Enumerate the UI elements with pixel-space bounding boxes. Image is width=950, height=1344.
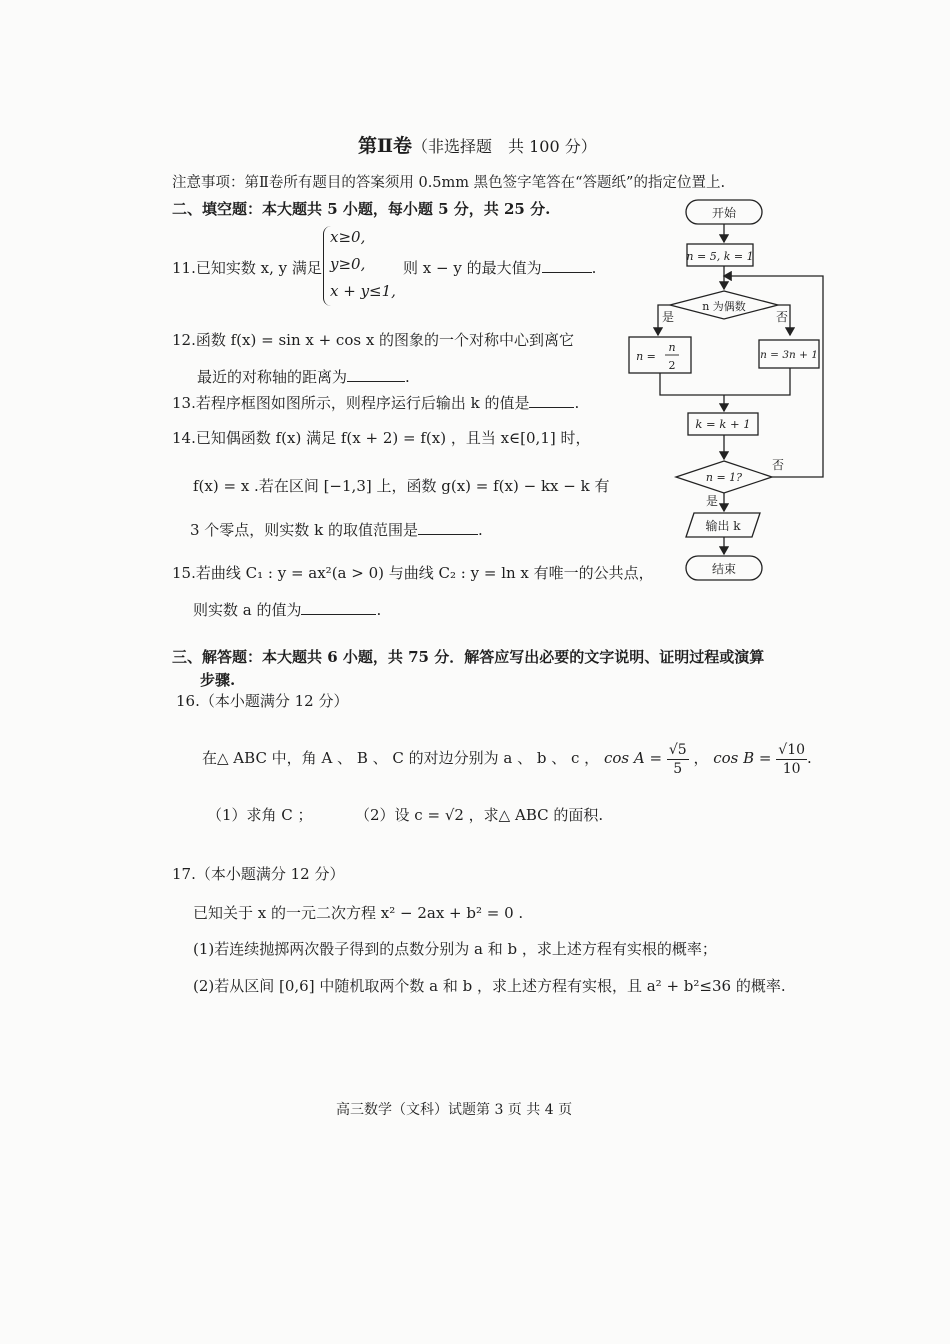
fill-in-heading: 二、填空题：本大题共 5 小题，每小题 5 分，共 25 分. xyxy=(172,200,551,218)
q16-stem-text: 在△ ABC 中，角 A 、 B 、 C 的对边分别为 a 、 b 、 c ， xyxy=(202,749,600,767)
program-flowchart xyxy=(620,195,835,590)
flow-yes1-label: 是 xyxy=(661,310,675,324)
flow-start-label: 开始 xyxy=(711,206,737,220)
q13: 13.若程序框图如图所示，则程序运行后输出 k 的值是 . xyxy=(172,394,580,412)
q14-answer-blank[interactable] xyxy=(418,520,478,535)
q14-line2: f(x) = x .若在区间 [−1,3] 上，函数 g(x) = f(x) − kx − k 有 xyxy=(193,477,610,495)
q16-part2: （2）设 c = √2 ，求△ ABC 的面积. xyxy=(355,806,604,824)
q17-part2: (2)若从区间 [0,6] 中随机取两个数 a 和 b ，求上述方程有实根，且 a² + b²≤36 的概率. xyxy=(193,977,786,995)
q15-line2: 则实数 a 的值为 . xyxy=(193,601,382,619)
section-title-sub: （非选择题 共 100 分） xyxy=(412,137,597,156)
q12-line2: 最近的对称轴的距离为 . xyxy=(197,368,410,386)
q16-cosA-num: √5 xyxy=(668,741,687,758)
q16-cosB-den: 10 xyxy=(782,760,801,777)
flow-decision1-label: n 为偶数 xyxy=(702,300,746,313)
q16-cosB-lhs: cos B = xyxy=(713,749,772,767)
q13-answer-blank[interactable] xyxy=(529,393,574,408)
q14-line3-text: 3 个零点，则实数 k 的取值范围是 xyxy=(190,521,418,539)
q16-cosA-lhs: cos A = xyxy=(603,749,663,767)
q12-answer-blank[interactable] xyxy=(347,367,405,382)
flow-decision2-label: n = 1? xyxy=(705,471,743,484)
q16-title: 16.（本小题满分 12 分） xyxy=(176,692,349,710)
q14-line3: 3 个零点，则实数 k 的取值范围是 . xyxy=(190,521,483,539)
q17-title: 17.（本小题满分 12 分） xyxy=(172,865,345,883)
q16-cosA-frac xyxy=(667,741,689,778)
flow-no2-label: 否 xyxy=(771,458,785,472)
flow-init-label: n = 5, k = 1 xyxy=(686,250,754,263)
flow-halve-den: 2 xyxy=(668,359,676,372)
q11-suffix: 则 x − y 的最大值为 . xyxy=(403,259,597,277)
q15-answer-blank[interactable] xyxy=(301,600,376,615)
q11-suffix-text: 则 x − y 的最大值为 xyxy=(403,259,542,277)
q11-constraints xyxy=(330,224,396,305)
section-title xyxy=(358,136,597,157)
q13-text: 13.若程序框图如图所示，则程序运行后输出 k 的值是 xyxy=(172,394,530,412)
q11-constraint-1: x≥0, xyxy=(330,228,366,246)
q14-line1: 14.已知偶函数 f(x) 满足 f(x + 2) = f(x) ，且当 x∈[0,1] 时， xyxy=(172,429,591,447)
q15-line2-text: 则实数 a 的值为 xyxy=(193,601,302,619)
page-footer: 高三数学（文科）试题第 3 页 共 4 页 xyxy=(336,1102,573,1118)
q17-stem: 已知关于 x 的一元二次方程 x² − 2ax + b² = 0 . xyxy=(193,904,524,922)
q11-constraint-2: y≥0, xyxy=(330,255,366,273)
flow-increment-label: k = k + 1 xyxy=(695,417,751,431)
q11-constraint-3: x + y≤1, xyxy=(330,282,396,300)
q15-line1: 15.若曲线 C₁ : y = ax²(a > 0) 与曲线 C₂ : y = ln x 有唯一的公共点， xyxy=(172,564,654,582)
q16-end: . xyxy=(807,749,812,767)
solutions-heading-line2: 步骤. xyxy=(200,671,236,689)
solutions-heading-line1: 三、解答题：本大题共 6 小题，共 75 分．解答应写出必要的文字说明、证明过程或演算 xyxy=(172,648,765,666)
flow-halve-lhs: n = xyxy=(636,350,656,363)
q11-answer-blank[interactable] xyxy=(542,258,592,273)
q16-stem xyxy=(202,738,812,778)
q17-part1: (1)若连续抛掷两次骰子得到的点数分别为 a 和 b ，求上述方程有实根的概率； xyxy=(193,940,717,958)
q12-line1: 12.函数 f(x) = sin x + cos x 的图象的一个对称中心到离它 xyxy=(172,331,575,349)
flow-no1-label: 否 xyxy=(775,310,789,324)
q16-cosB-frac xyxy=(776,741,807,778)
section-title-main: 第Ⅱ卷 xyxy=(358,135,413,157)
q16-cosA-den: 5 xyxy=(673,760,683,777)
flow-halve-num: n xyxy=(668,341,676,354)
q16-sep: ， xyxy=(693,749,709,767)
flow-end-label: 结束 xyxy=(711,562,737,576)
q11-prefix: 11.已知实数 x, y 满足 xyxy=(172,259,322,277)
q16-part1: （1）求角 C ； xyxy=(207,806,313,824)
flow-yes2-label: 是 xyxy=(705,494,719,508)
notice: 注意事项：第Ⅱ卷所有题目的答案须用 0.5mm 黑色签字笔答在“答题纸”的指定位置上. xyxy=(172,175,726,191)
flow-triple-label: n = 3n + 1 xyxy=(760,349,818,361)
q12-line2-text: 最近的对称轴的距离为 xyxy=(197,368,348,386)
flow-output-label: 输出 k xyxy=(705,519,741,533)
q16-cosB-num: √10 xyxy=(778,741,806,758)
